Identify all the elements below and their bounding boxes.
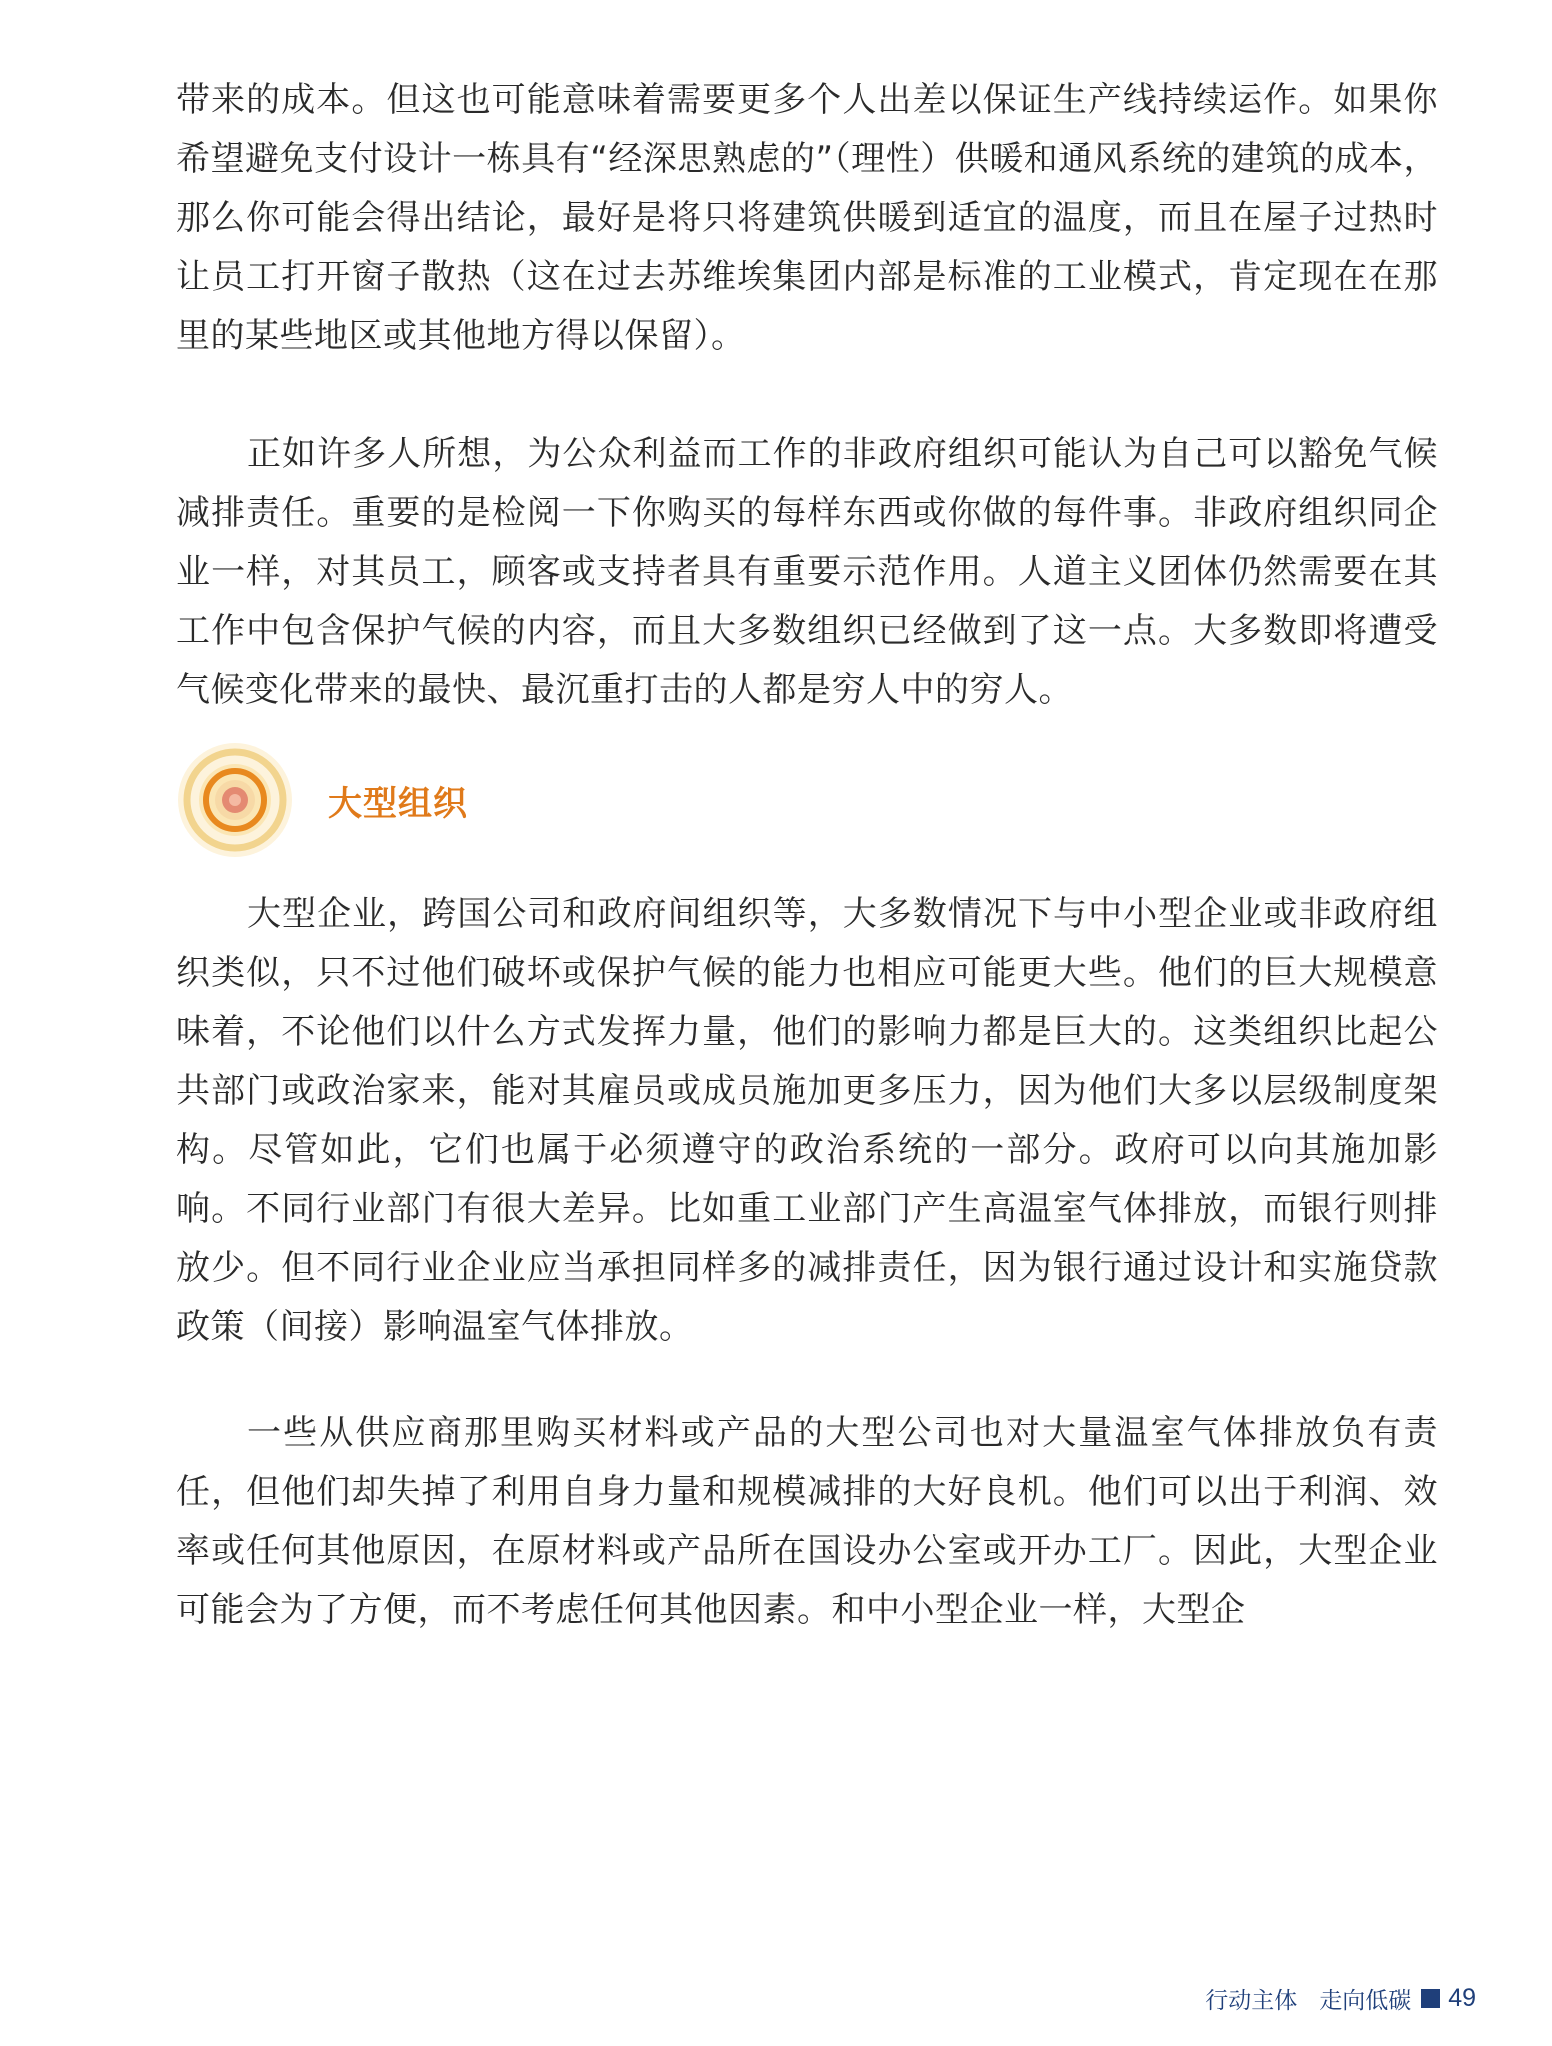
page-footer: [1205, 1978, 1476, 2018]
section-title: 大型组织: [328, 783, 468, 824]
footer-square-icon: [1421, 1989, 1440, 2008]
paragraph-2: 正如许多人所想，为公众利益而工作的非政府组织可能认为自己可以豁免气候减排责任。重要的是检阅一下你购买的每样东西或你做的每件事。非政府组织同企业一样，对其员工，顾客或支持者具有重要示范作用。人道主义团体仍然需要在其工作中包含保护气候的内容，而且大多数组织已经做到了这一点。大多数即将遭受气候变化带来的最快、最沉重打击的人都是穷人中的穷人。: [176, 434, 1438, 710]
page-number: 49: [1448, 1983, 1476, 2012]
paragraph-4: 一些从供应商那里购买材料或产品的大型公司也对大量温室气体排放负有责任，但他们却失掉了利用自身力量和规模减排的大好良机。他们可以出于利润、效率或任何其他原因，在原材料或产品所在国设办公室或开办工厂。因此，大型企业可能会为了方便，而不考虑任何其他因素。和中小型企业一样，大型企: [176, 1413, 1438, 1630]
paragraph-3: 大型企业，跨国公司和政府间组织等，大多数情况下与中小型企业或非政府组织类似，只不过他们破坏或保护气候的能力也相应可能更大些。他们的巨大规模意味着，不论他们以什么方式发挥力量，他们的影响力都是巨大的。这类组织比起公共部门或政治家来，能对其雇员或成员施加更多压力，因为他们大多以层级制度架构。尽管如此，它们也属于必须遵守的政治系统的一部分。政府可以向其施加影响。不同行业部门有很大差异。比如重工业部门产生高温室气体排放，而银行则排放少。但不同行业企业应当承担同样多的减排责任，因为银行通过设计和实施贷款政策（间接）影响温室气体排放。: [176, 894, 1438, 1347]
footer-book-title: 走向低碳: [1319, 1987, 1412, 2014]
section-heading: [176, 740, 468, 860]
concentric-circles-icon: [176, 741, 294, 859]
paragraph-1: 带来的成本。但这也可能意味着需要更多个人出差以保证生产线持续运作。如果你希望避免支付设计一栋具有“经深思熟虑的”（理性）供暖和通风系统的建筑的成本，那么你可能会得出结论，最好是将只将建筑供暖到适宜的温度，而且在屋子过热时让员工打开窗子散热（这在过去苏维埃集团内部是标准的工业模式，肯定现在在那里的某些地区或其他地方得以保留）。: [176, 80, 1438, 356]
footer-section-title: 行动主体: [1205, 1987, 1298, 2014]
